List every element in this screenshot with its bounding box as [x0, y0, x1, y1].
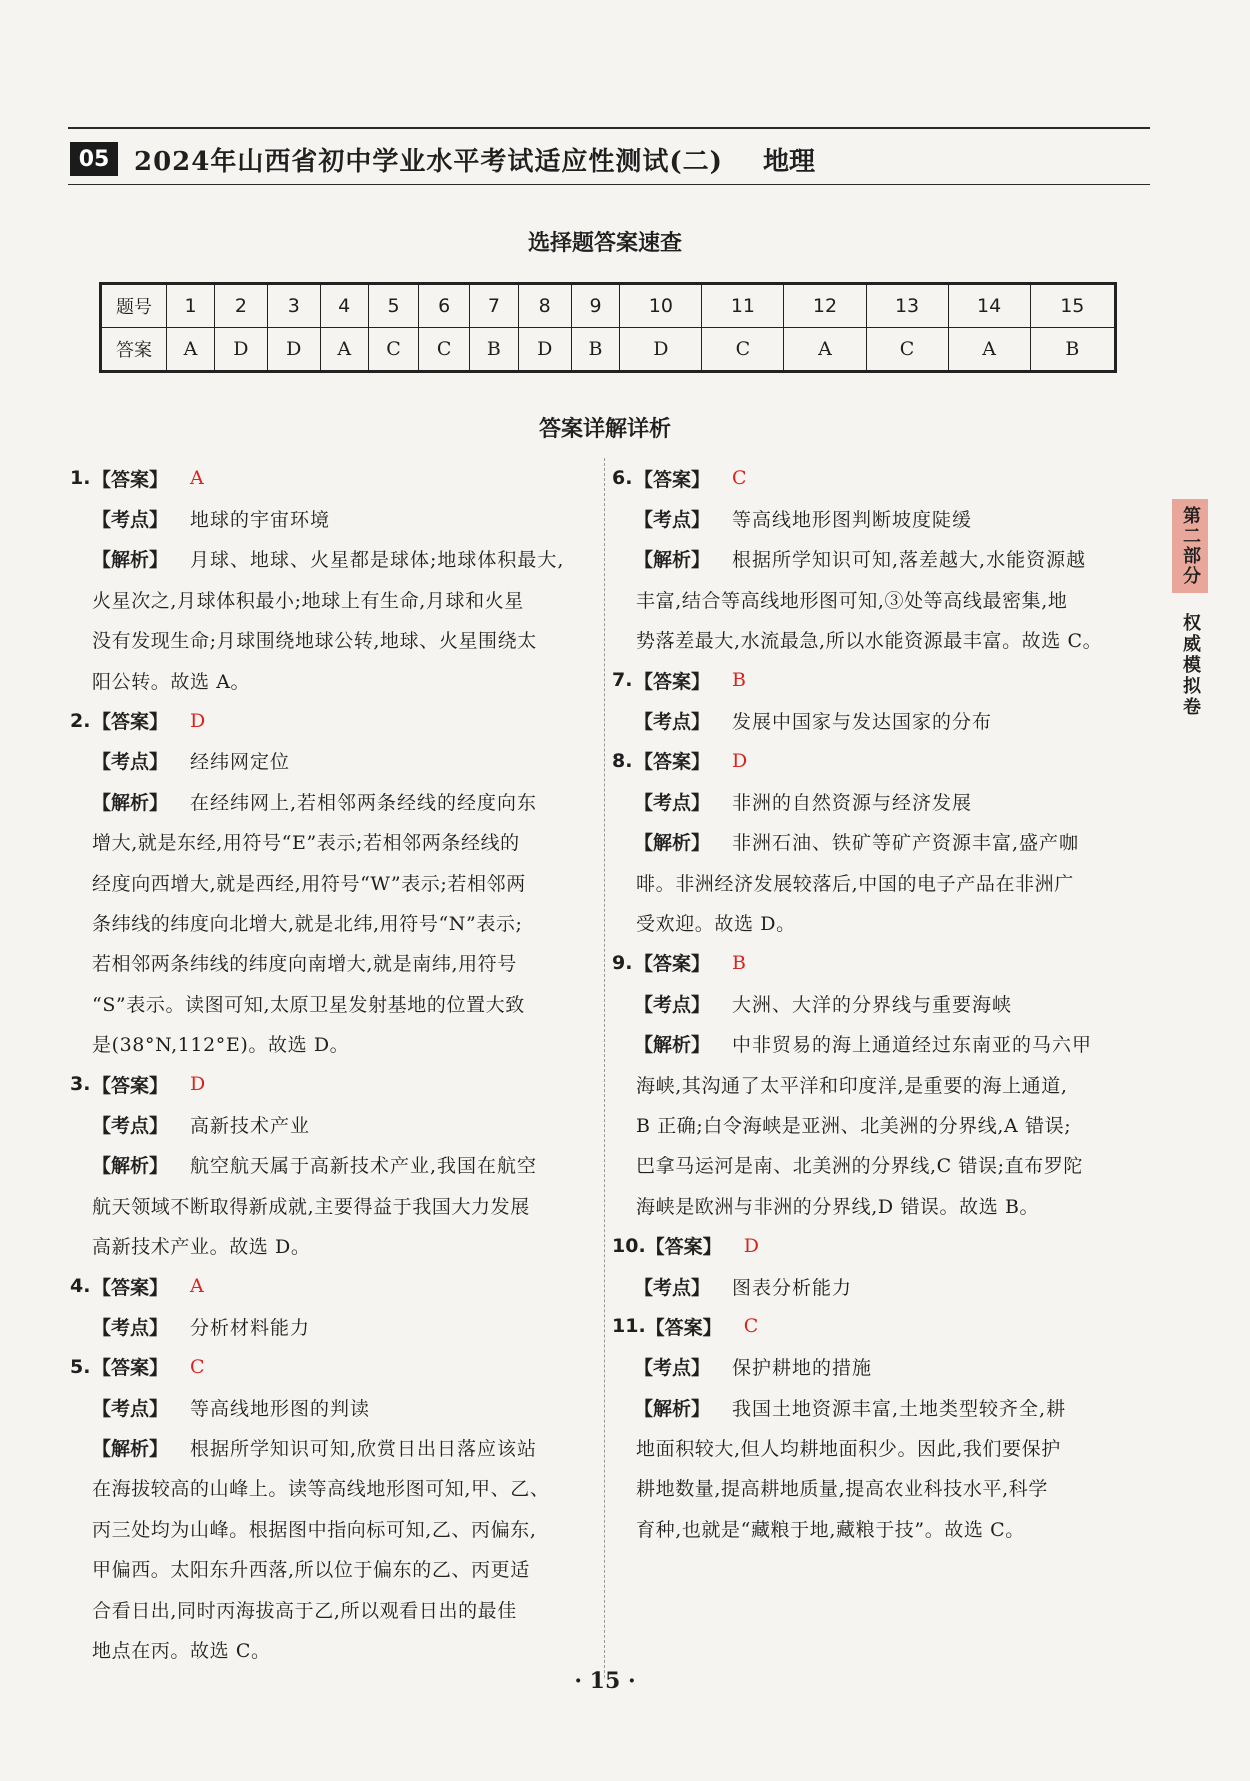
top-rule: [68, 127, 1150, 129]
question-number: 10.: [612, 1234, 646, 1257]
question-6-answer: [612, 458, 1152, 498]
question-8-analysis-line: [612, 822, 1152, 862]
analysis-text: 海峡,其沟通了太平洋和印度洋,是重要的海上通道,: [636, 1074, 1068, 1097]
answer-cell: B: [571, 328, 620, 372]
analysis-tag: 【解析】: [92, 1155, 169, 1178]
analysis-text: 根据所学知识可知,落差越大,水能资源越: [732, 549, 1087, 572]
analysis-text: 经度向西增大,就是西经,用符号“W”表示;若相邻两: [92, 872, 526, 895]
answer-table: [99, 282, 1117, 373]
analysis-text: 根据所学知识可知,欣赏日出日落应该站: [190, 1438, 538, 1461]
answer-cell: D: [214, 328, 267, 372]
page-number: · 15 ·: [574, 1668, 636, 1694]
answer-cell: A: [167, 328, 215, 372]
answer-cell: A: [784, 328, 866, 372]
number-row: [101, 284, 1116, 328]
answer-tag: 【答案】: [634, 751, 711, 774]
analysis-text: 地面积较大,但人均耕地面积少。因此,我们要保护: [636, 1438, 1061, 1461]
answer-value: D: [190, 1073, 206, 1096]
point-tag: 【考点】: [92, 751, 169, 774]
question-number: 5.: [70, 1355, 91, 1378]
exam-title: 2024年山西省初中学业水平考试适应性测试(二): [134, 146, 723, 177]
question-number: 8.: [612, 749, 633, 772]
answer-cell: C: [368, 328, 419, 372]
question-number: 6.: [612, 467, 633, 490]
answer-cell: A: [320, 328, 368, 372]
analysis-text: 航天领域不断取得新成就,主要得益于我国大力发展: [92, 1195, 530, 1218]
point-tag: 【考点】: [634, 1357, 711, 1380]
question-4-answer: [70, 1266, 598, 1306]
question-1-answer: [70, 458, 598, 498]
question-7-point: [612, 700, 1152, 740]
analysis-text: 势落差最大,水流最急,所以水能资源最丰富。故选 C。: [636, 630, 1103, 653]
page-header: [70, 140, 815, 178]
question-number: 4.: [70, 1275, 91, 1297]
number-cell: 10: [620, 284, 702, 328]
analysis-text: 我国土地资源丰富,土地类型较齐全,耕: [732, 1397, 1067, 1420]
analysis-tag: 【解析】: [92, 1438, 169, 1461]
answer-value: D: [732, 749, 748, 772]
detail-title: 答案详解详析: [538, 417, 671, 442]
point-tag: 【考点】: [92, 1114, 169, 1137]
point-text: 大洲、大洋的分界线与重要海峡: [732, 993, 1013, 1016]
point-text: 等高线地形图的判读: [190, 1397, 371, 1420]
number-cell: 3: [267, 284, 320, 328]
analysis-tag: 【解析】: [634, 549, 711, 572]
question-11-answer: [612, 1306, 1152, 1346]
question-4-point: [70, 1306, 598, 1346]
answer-tag: 【答案】: [92, 468, 169, 491]
point-tag: 【考点】: [634, 711, 711, 734]
question-9-point: [612, 983, 1152, 1023]
analysis-tag: 【解析】: [634, 1397, 711, 1420]
left-column: [70, 458, 598, 1670]
analysis-text: 增大,就是东经,用符号“E”表示;若相邻两条经线的: [92, 832, 520, 855]
question-9-analysis-line: [612, 1023, 1152, 1063]
quick-check-title: 选择题答案速查: [527, 231, 682, 256]
answer-value: C: [743, 1315, 759, 1338]
answer-tag: 【答案】: [645, 1236, 722, 1259]
number-row-label: 题号: [101, 284, 167, 328]
number-cell: 8: [518, 284, 571, 328]
header-bottom-rule: [68, 184, 1150, 185]
question-6-analysis-line: [612, 539, 1152, 579]
point-text: 图表分析能力: [732, 1276, 853, 1299]
analysis-text: 高新技术产业。故选 D。: [92, 1236, 311, 1259]
answer-tag: 【答案】: [634, 468, 711, 491]
question-number: 1.: [70, 467, 91, 490]
analysis-text: 育种,也就是“藏粮于地,藏粮于技”。故选 C。: [636, 1518, 1025, 1541]
analysis-text: 海峡是欧洲与非洲的分界线,D 错误。故选 B。: [636, 1195, 1040, 1218]
question-11-point: [612, 1347, 1152, 1387]
point-tag: 【考点】: [634, 791, 711, 814]
answer-value: A: [190, 467, 204, 490]
analysis-text: 若相邻两条纬线的纬度向南增大,就是南纬,用符号: [92, 953, 517, 976]
question-11-analysis-line: [612, 1387, 1152, 1427]
point-text: 地球的宇宙环境: [190, 509, 331, 532]
point-tag: 【考点】: [92, 509, 169, 532]
question-number: 3.: [70, 1073, 91, 1096]
analysis-tag: 【解析】: [92, 791, 169, 814]
point-text: 高新技术产业: [190, 1114, 311, 1137]
analysis-tag: 【解析】: [634, 832, 711, 855]
answer-value: D: [190, 709, 206, 732]
number-cell: 2: [214, 284, 267, 328]
question-10-answer: [612, 1225, 1152, 1265]
number-cell: 11: [702, 284, 784, 328]
answer-row-label: 答案: [101, 328, 167, 372]
question-number: 7.: [612, 669, 633, 692]
analysis-text: 合看日出,同时丙海拔高于乙,所以观看日出的最佳: [92, 1599, 517, 1622]
question-number: 9.: [612, 951, 633, 974]
analysis-text: “S”表示。读图可知,太原卫星发射基地的位置大致: [92, 993, 525, 1016]
answer-value: D: [743, 1234, 759, 1257]
side-tab: [1172, 499, 1212, 718]
analysis-text: 条纬线的纬度向北增大,就是北纬,用符号“N”表示;: [92, 912, 523, 935]
column-divider: [604, 458, 605, 1678]
analysis-text: 火星次之,月球体积最小;地球上有生命,月球和火星: [92, 589, 524, 612]
answer-value: B: [732, 951, 746, 974]
analysis-text: 丰富,结合等高线地形图可知,③处等高线最密集,地: [636, 589, 1068, 612]
answer-cell: B: [470, 328, 519, 372]
analysis-text: 非洲石油、铁矿等矿产资源丰富,盛产咖: [732, 832, 1080, 855]
analysis-text: 巴拿马运河是南、北美洲的分界线,C 错误;直布罗陀: [636, 1155, 1084, 1178]
side-tab-part: 第二部分: [1172, 499, 1208, 593]
point-tag: 【考点】: [92, 1316, 169, 1339]
question-2-analysis-line: [70, 781, 598, 821]
answer-tag: 【答案】: [92, 711, 169, 734]
analysis-text: 受欢迎。故选 D。: [636, 912, 796, 935]
section-badge: 05: [70, 142, 118, 176]
analysis-text: 中非贸易的海上通道经过东南亚的马六甲: [732, 1034, 1093, 1057]
answer-row: [101, 328, 1116, 372]
analysis-tag: 【解析】: [634, 1034, 711, 1057]
point-text: 保护耕地的措施: [732, 1357, 873, 1380]
answer-value: C: [732, 467, 747, 490]
analysis-text: 地点在丙。故选 C。: [92, 1640, 271, 1663]
analysis-text: B 正确;白令海峡是亚洲、北美洲的分界线,A 错误;: [636, 1114, 1072, 1137]
point-text: 发展中国家与发达国家的分布: [732, 711, 993, 734]
question-1-point: [70, 498, 598, 538]
question-number: 11.: [612, 1315, 646, 1338]
answer-cell: C: [419, 328, 470, 372]
point-tag: 【考点】: [634, 1276, 711, 1299]
answer-tag: 【答案】: [634, 953, 711, 976]
answer-cell: B: [1030, 328, 1115, 372]
answer-cell: C: [702, 328, 784, 372]
analysis-tag: 【解析】: [92, 549, 169, 572]
number-cell: 15: [1030, 284, 1115, 328]
answer-tag: 【答案】: [92, 1357, 169, 1380]
answer-value: C: [190, 1355, 205, 1378]
analysis-text: 在海拔较高的山峰上。读等高线地形图可知,甲、乙、: [92, 1478, 550, 1501]
question-2-answer: [70, 700, 598, 740]
answer-cell: D: [620, 328, 702, 372]
analysis-text: 是(38°N,112°E)。故选 D。: [92, 1034, 350, 1057]
question-10-point: [612, 1266, 1152, 1306]
number-cell: 4: [320, 284, 368, 328]
analysis-text: 啡。非洲经济发展较落后,中国的电子产品在非洲广: [636, 872, 1074, 895]
question-8-answer: [612, 741, 1152, 781]
question-8-point: [612, 781, 1152, 821]
answer-tag: 【答案】: [92, 1074, 169, 1097]
number-cell: 7: [470, 284, 519, 328]
number-cell: 14: [948, 284, 1030, 328]
question-5-answer: [70, 1347, 598, 1387]
question-5-analysis-line: [70, 1427, 598, 1467]
question-1-analysis-line: [70, 539, 598, 579]
analysis-text: 丙三处均为山峰。根据图中指向标可知,乙、丙偏东,: [92, 1518, 537, 1541]
point-text: 等高线地形图判断坡度陡缓: [732, 509, 973, 532]
point-tag: 【考点】: [634, 993, 711, 1016]
analysis-text: 耕地数量,提高耕地质量,提高农业科技水平,科学: [636, 1478, 1048, 1501]
answer-tag: 【答案】: [634, 670, 711, 693]
answer-cell: D: [267, 328, 320, 372]
right-column: [612, 458, 1152, 1549]
answer-tag: 【答案】: [92, 1276, 169, 1299]
answer-cell: A: [948, 328, 1030, 372]
analysis-text: 没有发现生命;月球围绕地球公转,地球、火星围绕太: [92, 630, 537, 653]
point-tag: 【考点】: [634, 509, 711, 532]
answer-cell: D: [518, 328, 571, 372]
analysis-text: 月球、地球、火星都是球体;地球体积最大,: [190, 549, 565, 572]
answer-tag: 【答案】: [645, 1316, 722, 1339]
number-cell: 1: [167, 284, 215, 328]
question-3-answer: [70, 1064, 598, 1104]
answer-value: A: [190, 1275, 204, 1297]
question-2-point: [70, 741, 598, 781]
question-6-point: [612, 498, 1152, 538]
question-3-analysis-line: [70, 1145, 598, 1185]
point-tag: 【考点】: [92, 1397, 169, 1420]
number-cell: 12: [784, 284, 866, 328]
subject-label: 地理: [762, 146, 815, 177]
number-cell: 6: [419, 284, 470, 328]
analysis-text: 在经纬网上,若相邻两条经线的经度向东: [190, 791, 538, 814]
question-7-answer: [612, 660, 1152, 700]
point-text: 非洲的自然资源与经济发展: [732, 791, 973, 814]
question-3-point: [70, 1104, 598, 1144]
point-text: 经纬网定位: [190, 751, 291, 774]
question-9-answer: [612, 943, 1152, 983]
number-cell: 9: [571, 284, 620, 328]
number-cell: 13: [866, 284, 948, 328]
analysis-text: 阳公转。故选 A。: [92, 670, 251, 693]
point-text: 分析材料能力: [190, 1316, 311, 1339]
question-5-point: [70, 1387, 598, 1427]
analysis-text: 甲偏西。太阳东升西落,所以位于偏东的乙、丙更适: [92, 1559, 530, 1582]
answer-value: B: [732, 669, 746, 692]
number-cell: 5: [368, 284, 419, 328]
side-tab-name: 权威模拟卷: [1180, 613, 1201, 718]
answer-cell: C: [866, 328, 948, 372]
question-number: 2.: [70, 709, 91, 732]
analysis-text: 航空航天属于高新技术产业,我国在航空: [190, 1155, 538, 1178]
